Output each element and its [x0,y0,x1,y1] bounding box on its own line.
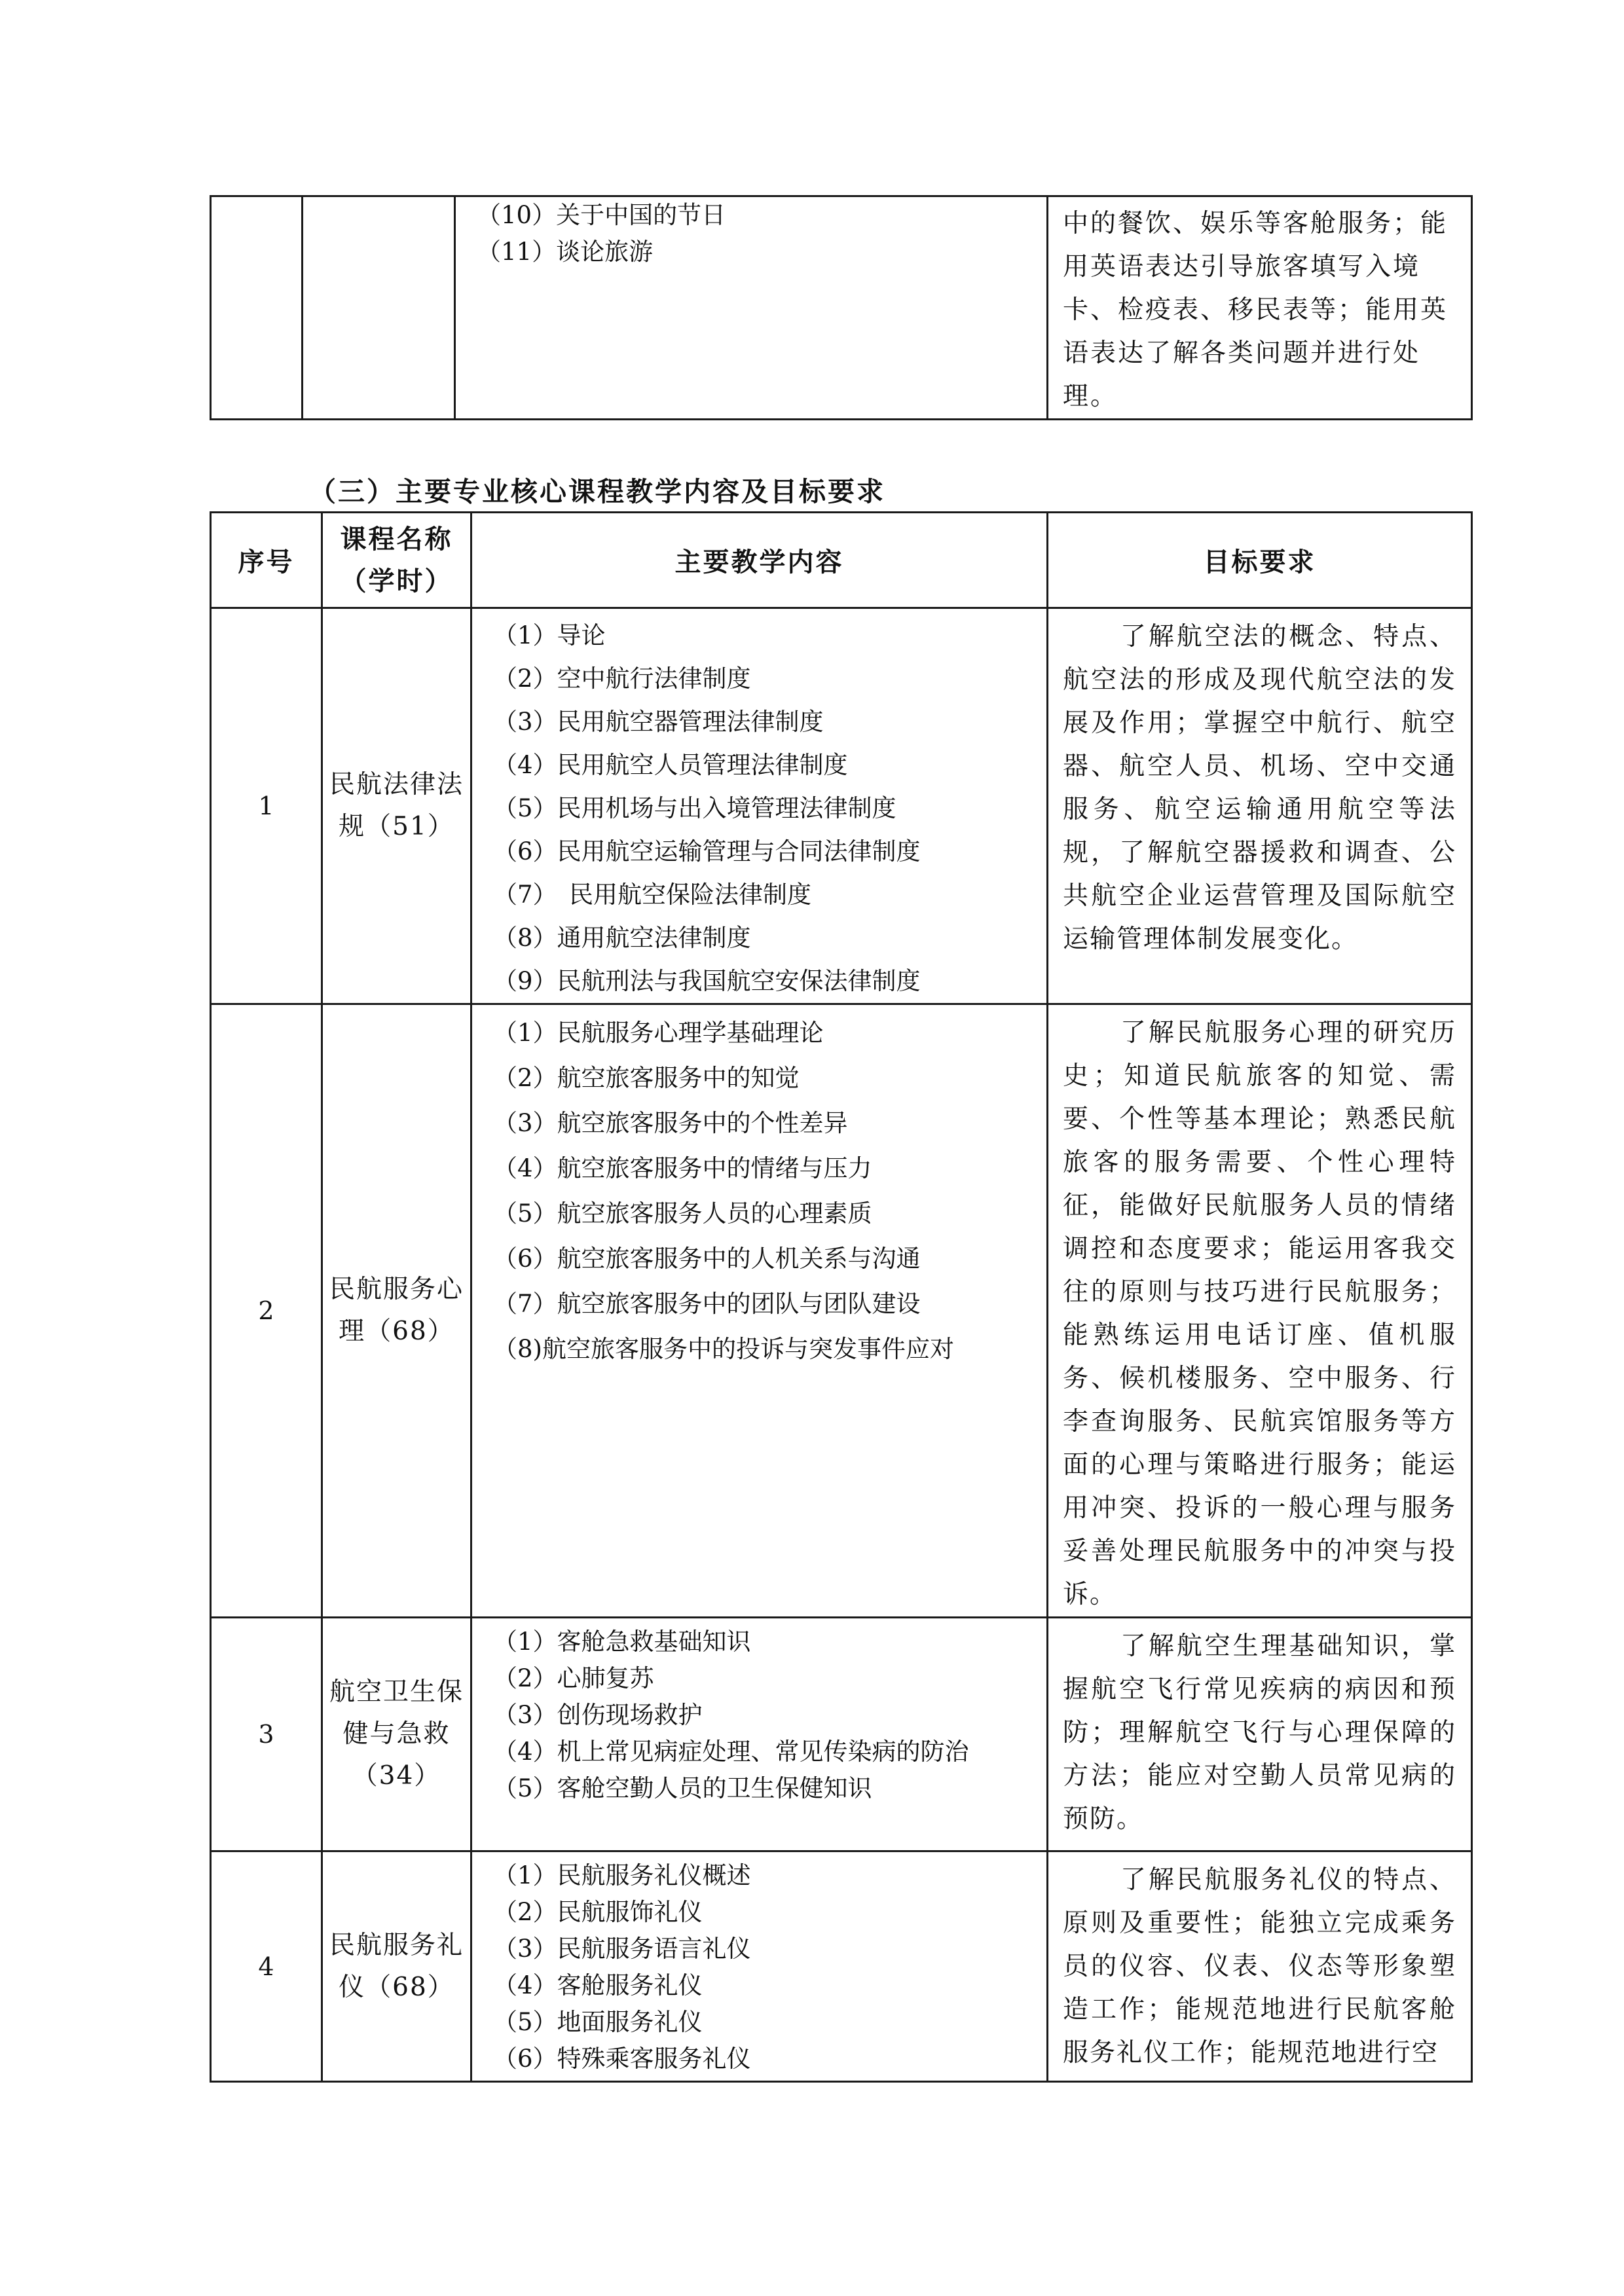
content-cell [471,1618,1048,1851]
row-num: 1 [211,608,322,1004]
list-item: （1）民航服务心理学基础理论 [493,1019,824,1047]
table-row [211,1618,1472,1851]
course-name: 民航服务心理（68） [322,1004,471,1618]
continuation-table [210,195,1473,420]
list-item: （11）谈论旅游 [477,238,654,266]
list-item: （8）通用航空法律制度 [493,924,751,952]
course-name: 民航法律法规（51） [322,608,471,1004]
row-num: 4 [211,1851,322,2082]
goal-cell [1048,1851,1472,2082]
course-name: 航空卫生保健与急救（34） [322,1618,471,1851]
list-item: （4）机上常见病症处理、常见传染病的防治 [493,1738,969,1766]
content-cell [471,1004,1048,1618]
list-item: （6）航空旅客服务中的人机关系与沟通 [493,1245,921,1273]
header-goal: 目标要求 [1048,513,1472,608]
list-item: （6）特殊乘客服务礼仪 [493,2045,751,2073]
list-item: （1）导论 [493,621,606,649]
list-item: （10）关于中国的节日 [477,201,726,229]
header-course-line1: 课程名称 [340,523,453,555]
list-item: （2）航空旅客服务中的知觉 [493,1064,800,1092]
list-item: （3）民航服务语言礼仪 [493,1935,751,1963]
table-row [211,608,1472,1004]
goal-text: 了解民航服务心理的研究历史；知道民航旅客的知觉、需要、个性等基本理论；熟悉民航旅客的服务需要、个性心理特征，能做好民航服务人员的情绪调控和态度要求；能运用客我交往的原则与技巧进行民航服务；能熟练运用电话订座、值机服务、候机楼服务、空中服务、行李查询服务、民航宾馆服务等方面的心理与策略进行服务；能运用冲突、投诉的一般心理与服务妥善处理民航服务中的冲突与投诉。 [1063,1018,1456,1609]
list-item: （2）空中航行法律制度 [493,665,751,693]
goal-text: 了解航空生理基础知识，掌握航空飞行常见疾病的病因和预防；理解航空飞行与心理保障的方法；能应对空勤人员常见病的预防。 [1063,1631,1456,1834]
header-content: 主要教学内容 [471,513,1048,608]
course-cell [303,196,455,420]
list-item: （9）民航刑法与我国航空安保法律制度 [493,967,921,995]
list-item: （3）创伤现场救护 [493,1701,703,1729]
list-item: （2）民航服饰礼仪 [493,1898,703,1926]
list-item: （4）客舱服务礼仪 [493,1971,703,1999]
goal-text: 中的餐饮、娱乐等客舱服务；能用英语表达引导旅客填写入境卡、检疫表、移民表等；能用英语表达了解各类问题并进行处理。 [1063,209,1449,411]
list-item: （6）民用航空运输管理与合同法律制度 [493,837,921,866]
goal-cell [1048,1004,1472,1618]
header-course-line2: （学时） [340,565,453,596]
list-item: （8)航空旅客服务中的投诉与突发事件应对 [493,1335,954,1363]
row-num: 2 [211,1004,322,1618]
goal-text: 了解民航服务礼仪的特点、原则及重要性；能独立完成乘务员的仪容、仪表、仪态等形象塑造工作；能规范地进行民航客舱服务礼仪工作；能规范地进行空 [1063,1865,1456,2068]
num-cell [211,196,303,420]
table-row [211,196,1472,420]
list-item: （7）航空旅客服务中的团队与团队建设 [493,1290,921,1318]
goal-text: 了解航空法的概念、特点、航空法的形成及现代航空法的发展及作用；掌握空中航行、航空器、航空人员、机场、空中交通服务、航空运输通用航空等法规，了解航空器援救和调查、公共航空企业运营管理及国际航空运输管理体制发展变化。 [1063,622,1456,954]
list-item: （4）航空旅客服务中的情绪与压力 [493,1154,872,1182]
list-item: （4）民用航空人员管理法律制度 [493,751,848,779]
content-cell [471,1851,1048,2082]
table-header-row [211,513,1472,608]
header-num: 序号 [211,513,322,608]
content-cell [455,196,1048,420]
list-item: （5）民用机场与出入境管理法律制度 [493,794,896,822]
core-courses-table [210,511,1473,2083]
goal-cell [1048,196,1472,420]
list-item: （1）客舱急救基础知识 [493,1628,751,1656]
row-num: 3 [211,1618,322,1851]
header-course [322,513,471,608]
list-item: （5）地面服务礼仪 [493,2008,703,2036]
goal-cell [1048,608,1472,1004]
table-row [211,1004,1472,1618]
list-item: （5）航空旅客服务人员的心理素质 [493,1199,872,1228]
list-item: （3）航空旅客服务中的个性差异 [493,1109,848,1137]
list-item: （2）心肺复苏 [493,1664,654,1692]
list-item: （1）民航服务礼仪概述 [493,1861,751,1889]
list-item: （7） 民用航空保险法律制度 [493,881,812,909]
course-name: 民航服务礼仪（68） [322,1851,471,2082]
list-item: （5）客舱空勤人员的卫生保健知识 [493,1774,872,1802]
section-heading: （三）主要专业核心课程教学内容及目标要求 [309,476,885,507]
list-item: （3）民用航空器管理法律制度 [493,708,824,736]
table-row [211,1851,1472,2082]
goal-cell [1048,1618,1472,1851]
content-cell [471,608,1048,1004]
